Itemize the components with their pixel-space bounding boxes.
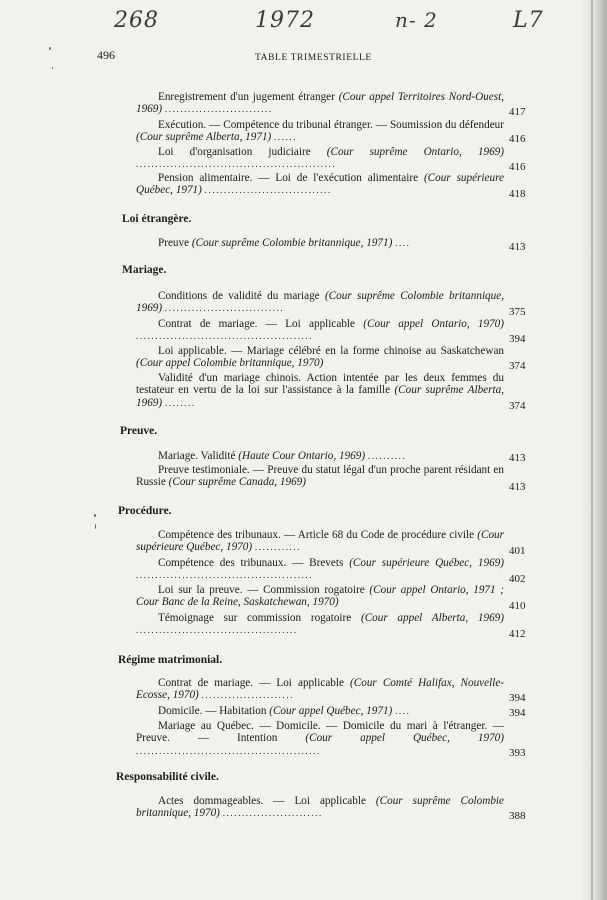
index-entry: Exécution. — Compétence du tribunal étranger. — Soumission du défendeur (Cour suprême Alberta, 1971) ......	[136, 119, 504, 144]
index-entry: Mariage au Québec. — Domicile. — Domicile du mari à l'étranger. — Preuve. — Intention (Cour appel Québec, 1970) ................................................	[136, 720, 504, 756]
entry-page: 394	[509, 692, 526, 704]
handwritten-issue: n- 2	[395, 8, 438, 32]
entry-page: 388	[509, 810, 526, 822]
index-entry: Loi d'organisation judiciaire (Cour suprême Ontario, 1969) ....................................................	[136, 146, 504, 170]
index-entry: Contrat de mariage. — Loi applicable (Cour Comté Halifax, Nouvelle-Ecosse, 1970) ........................	[136, 677, 505, 702]
handwritten-ref: L7	[513, 8, 544, 33]
entry-page: 416	[509, 161, 526, 173]
handwritten-note-left: 268	[114, 8, 159, 33]
entry-page: 412	[509, 628, 526, 640]
entry-page: 393	[509, 747, 526, 759]
entry-page: 375	[509, 306, 526, 318]
section-heading: Responsabilité civile.	[116, 771, 219, 783]
entry-page: 416	[509, 133, 526, 145]
entry-page: 402	[509, 573, 526, 585]
index-entry: Témoignage sur commission rogatoire (Cour appel Alberta, 1969) ..........................................	[136, 612, 504, 636]
index-entry: Validité d'un mariage chinois. Action intentée par les deux femmes du testateur en vertu de la loi sur l'assistance à la famille (Cour suprême Alberta, 1969) ........	[136, 372, 505, 409]
scan-speck	[49, 47, 51, 50]
entry-page: 394	[509, 707, 526, 719]
index-entry: Domicile. — Habitation (Cour appel Québec, 1971) ....	[158, 705, 411, 717]
entry-page: 374	[509, 400, 526, 412]
entry-page: 413	[509, 481, 526, 493]
index-entry: Preuve (Cour suprême Colombie britannique, 1971) ....	[158, 237, 411, 249]
handwritten-year: 1972	[255, 8, 315, 33]
section-heading: Procédure.	[118, 505, 172, 517]
scan-speck	[94, 514, 96, 517]
section-heading: Loi étrangère.	[122, 213, 192, 225]
index-entry: Mariage. Validité (Haute Cour Ontario, 1969) ..........	[158, 450, 407, 462]
scan-speck	[52, 67, 53, 69]
section-heading: Régime matrimonial.	[118, 654, 223, 666]
index-entry: Compétence des tribunaux. — Brevets (Cour supérieure Québec, 1969) ..............................................	[136, 557, 504, 581]
index-entry: Actes dommageables. — Loi applicable (Cour suprême Colombie britannique, 1970) ..........................	[136, 795, 504, 820]
scan-speck	[95, 524, 96, 529]
entry-page: 401	[509, 545, 526, 557]
entry-page: 413	[509, 241, 526, 253]
section-heading: Preuve.	[120, 425, 158, 437]
index-entry: Pension alimentaire. — Loi de l'exécution alimentaire (Cour supérieure Québec, 1971) .................................	[136, 172, 504, 197]
index-entry: Loi applicable. — Mariage célébré en la forme chinoise au Saskatchewan (Cour appel Colombie britannique, 1970)	[136, 345, 504, 370]
index-entry: Compétence des tribunaux. — Article 68 du Code de procédure civile (Cour supérieure Québec, 1970) ............	[136, 529, 504, 554]
entry-page: 410	[509, 600, 526, 612]
section-heading: Mariage.	[122, 264, 167, 276]
index-entry: Loi sur la preuve. — Commission rogatoire (Cour appel Ontario, 1971 ; Cour Banc de la Reine, Saskatchewan, 1970)	[136, 584, 505, 609]
entry-page: 374	[509, 360, 526, 372]
entry-page: 418	[509, 188, 526, 200]
entry-page: 417	[509, 106, 526, 118]
entry-page: 413	[509, 452, 526, 464]
index-entry: Conditions de validité du mariage (Cour suprême Colombie britannique, 1969) ...............................	[136, 290, 504, 315]
page-number: 496	[97, 48, 115, 62]
index-entry: Preuve testimoniale. — Preuve du statut légal d'un proche parent résidant en Russie (Cour suprême Canada, 1969)	[136, 464, 504, 489]
index-entry: Enregistrement d'un jugement étranger (Cour appel Territoires Nord-Ouest, 1969) ............................	[136, 91, 504, 116]
entry-page: 394	[509, 333, 526, 345]
running-title: TABLE TRIMESTRIELLE	[255, 53, 372, 63]
index-entry: Contrat de mariage. — Loi applicable (Cour appel Ontario, 1970) ..............................................	[136, 318, 505, 342]
